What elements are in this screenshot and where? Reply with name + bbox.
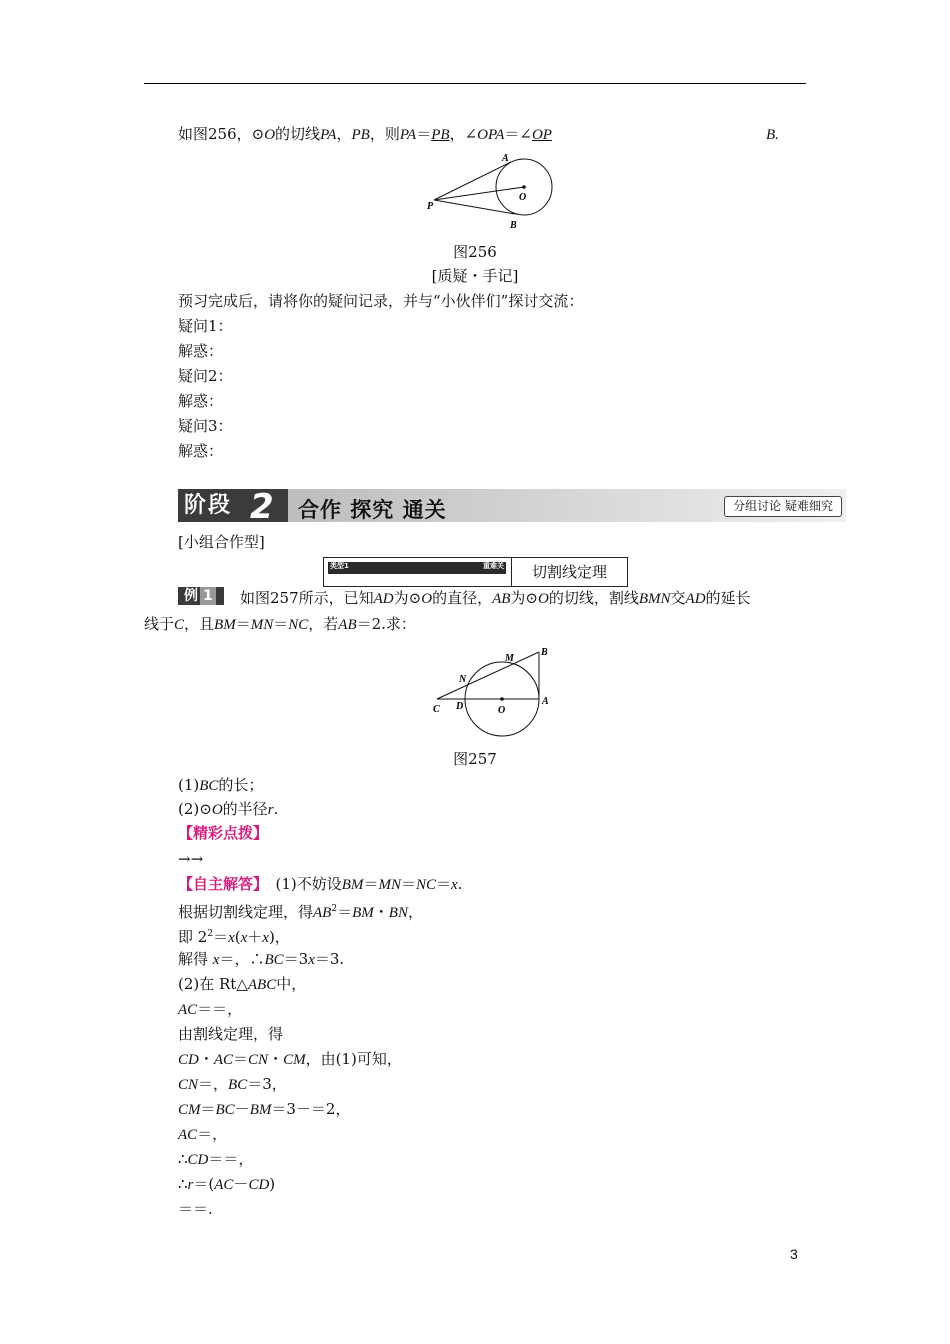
solution-line-14: ＝＝. — [178, 1200, 213, 1218]
label-c: C — [433, 704, 440, 715]
solution-line-13: ∴r＝(AC－CD) — [178, 1175, 276, 1193]
figure-256 — [420, 150, 560, 236]
label-a: A — [502, 153, 509, 164]
sub-question-1: (1)BC的长； — [178, 776, 264, 794]
type-box — [323, 557, 628, 587]
question-2: 疑问2： — [178, 367, 233, 385]
example-label: 例 1 — [178, 587, 224, 605]
stage-banner — [178, 487, 846, 527]
figure-257-caption: 图257 — [453, 750, 497, 768]
solution-line-9: CN＝，BC＝3， — [178, 1075, 287, 1093]
question-3: 疑问3： — [178, 417, 233, 435]
solution-line-3: 即 $2^2=x(x+x)$， — [178, 928, 290, 946]
solution-line-4: 解得 x＝，∴BC＝3x＝3. — [178, 950, 345, 968]
label-o: O — [498, 705, 506, 716]
page-number: 3 — [790, 1246, 798, 1262]
answer-2: 解惑： — [178, 392, 224, 410]
secant-cb — [437, 652, 539, 699]
solution-line-10: CM＝BC－BM＝3－＝2， — [178, 1100, 351, 1118]
solution-line-12: ∴CD＝＝， — [178, 1150, 254, 1168]
solution-line-5: (2)在 Rt△ABC中， — [178, 975, 307, 993]
example-line-2: 线于C，且BM＝MN＝NC，若AB＝2.求： — [144, 615, 416, 633]
label-n: N — [459, 674, 467, 685]
figure-257 — [425, 642, 560, 742]
answer-3: 解惑： — [178, 442, 224, 460]
group-label: [小组合作型] — [178, 533, 265, 551]
solution-line-8: CD・AC＝CN・CM，由(1)可知， — [178, 1050, 402, 1068]
solution-line-1: 【自主解答】 (1)不妨设BM＝MN＝NC＝x. — [178, 875, 463, 893]
label-a: A — [542, 696, 549, 707]
question-1: 疑问1： — [178, 317, 233, 335]
figure-256-caption: 图256 — [453, 243, 497, 261]
example-line-1: 如图257所示，已知AD为⊙O的直径，AB为⊙O的切线，割线BMN交AD的延长 — [240, 589, 751, 607]
answer-1: 解惑： — [178, 342, 224, 360]
type-box-bar — [328, 562, 506, 574]
notes-intro: 预习完成后，请将你的疑问记录，并与“小伙伴们”探讨交流： — [178, 292, 584, 310]
example-number: 1 — [200, 587, 216, 605]
notes-header: [质疑・手记] — [431, 267, 519, 285]
label-b: B — [510, 220, 517, 231]
solution-line-11: AC＝， — [178, 1125, 228, 1143]
tangent-pb — [434, 200, 515, 214]
header-rule — [144, 83, 806, 84]
difficulty-label: 重难关 — [483, 562, 504, 570]
stage-tag: 分组讨论 疑难细究 — [724, 496, 842, 517]
type-label: 类型1 — [330, 562, 349, 570]
label-p: P — [427, 201, 434, 212]
center-point — [500, 697, 504, 701]
label-o: O — [519, 192, 527, 203]
sub-question-2: (2)⊙O的半径r. — [178, 800, 279, 818]
solution-line-2: 根据切割线定理，得$AB^2=BM$・BN， — [178, 903, 423, 921]
solution-line-6: AC＝＝， — [178, 1000, 243, 1018]
hint-arrows: →→ — [178, 850, 204, 868]
label-m: M — [505, 653, 514, 664]
tangent-property-line: 如图256，⊙O的切线PA，PB，则PA＝PB，∠OPA＝∠OP B. — [178, 125, 779, 143]
center-point — [522, 185, 526, 189]
stage-title: 合作 探究 通关 — [298, 498, 447, 522]
type-title: 切割线定理 — [531, 563, 607, 581]
label-b: B — [541, 647, 548, 658]
stage-title-bar — [288, 489, 846, 522]
label-d: D — [456, 701, 464, 712]
hint-label: 【精彩点拨】 — [178, 824, 269, 842]
stage-label: 阶段 — [178, 489, 288, 522]
stage-number: 2 — [250, 487, 274, 527]
solution-line-7: 由割线定理，得 — [178, 1025, 284, 1043]
